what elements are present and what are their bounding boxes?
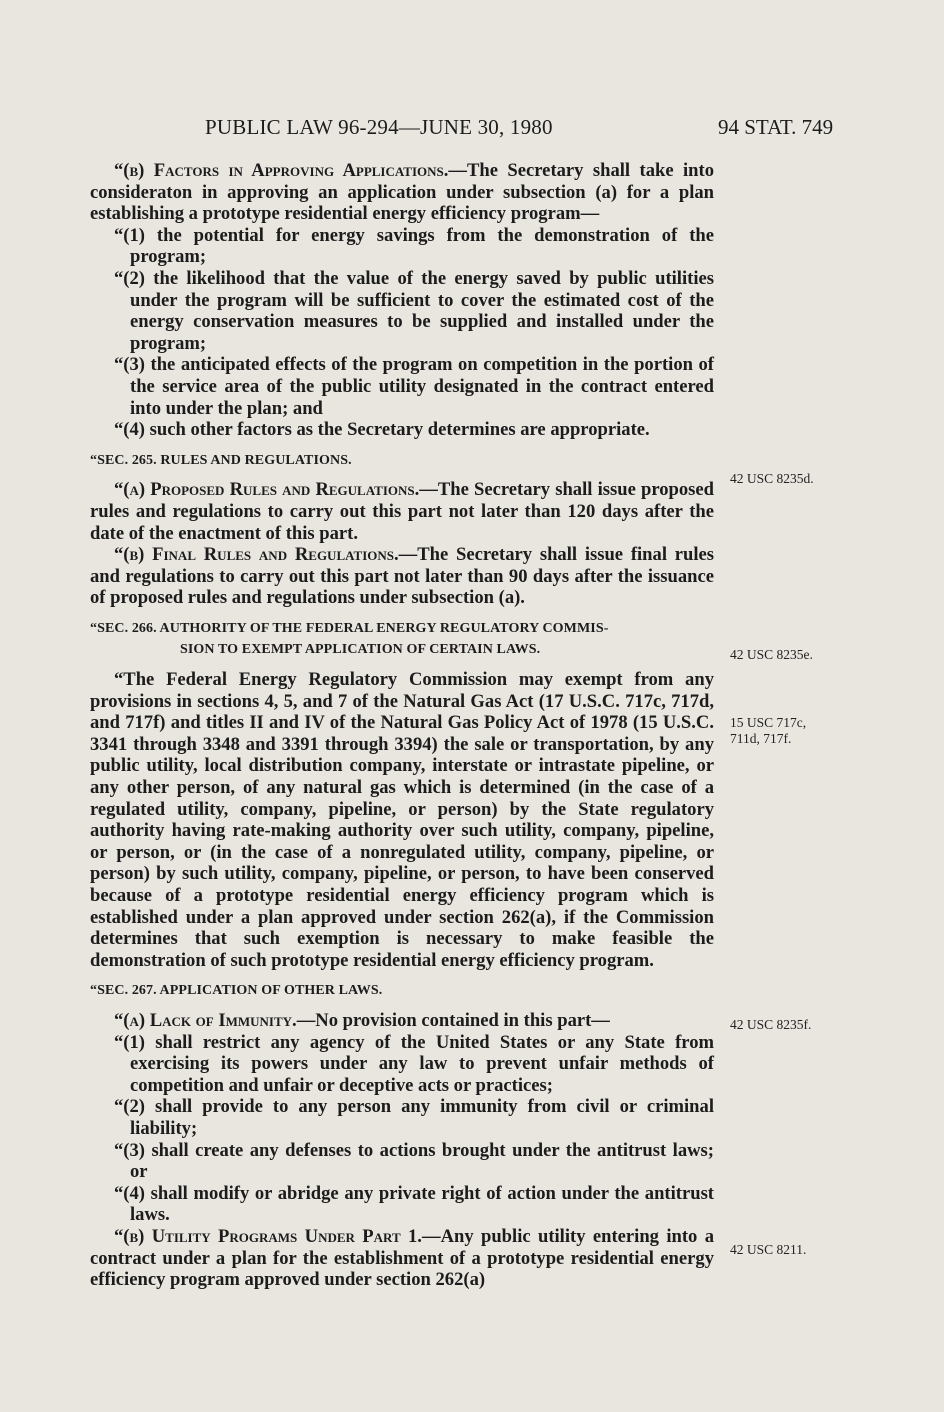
paragraph-b-factors [90, 160, 714, 225]
section-heading-line: “SEC. 266. AUTHORITY OF THE FEDERAL ENERGY REGULATORY COMMIS- [90, 620, 609, 636]
paragraph-text: —The Secretary shall issue proposed rules and regulations to carry out this part not later than 120 days after the date of the enactment of this part. [90, 479, 715, 544]
list-item-a1: “(1) shall restrict any agency of the United States or any State from exercising its powers under any law to prevent unfair methods of competition and unfair or deceptive acts or practices; [114, 1031, 714, 1096]
paragraph-heading: “(b) Utility Programs Under Part 1. [114, 1225, 422, 1247]
margin-note-8235e: 42 USC 8235e. [730, 647, 813, 662]
paragraph-265a [90, 479, 714, 544]
paragraph-heading: “(b) Factors in Approving Applications. [114, 160, 449, 181]
paragraph-text: —The Secretary shall issue final rules and regulations to carry out this part not later than 90 days after the issuance of proposed rules and regulations under subsection (a). [90, 544, 714, 609]
margin-note-8235f: 42 USC 8235f. [730, 1017, 812, 1032]
margin-note-8235d: 42 USC 8235d. [730, 471, 814, 486]
section-heading-267: “SEC. 267. APPLICATION OF OTHER LAWS. [90, 983, 383, 999]
section-heading-line: SION TO EXEMPT APPLICATION OF CERTAIN LAWS. [180, 642, 541, 658]
list-item-b3: “(3) the anticipated effects of the program on competition in the portion of the service area of the public utility designated in the contract entered into under the plan; and [114, 354, 714, 419]
section-heading-266 [90, 618, 714, 661]
paragraph-text: —The Secretary shall take into consideraton in approving an application under subsection (a) for a plan establishing a prototype residential energy efficiency program— [90, 160, 714, 225]
list-item-b2: “(2) the likelihood that the value of the energy saved by public utilities under the program will be sufficient to cover the estimated cost of the energy conservation measures to be supplied and installed under the program; [114, 267, 714, 354]
paragraph-267b [90, 1226, 714, 1291]
list-item-a2: “(2) shall provide to any person any immunity from civil or criminal liability; [114, 1096, 714, 1139]
list-item-b1: “(1) the potential for energy savings from the demonstration of the program; [114, 224, 714, 268]
list-item-a4: “(4) shall modify or abridge any private right of action under the antitrust laws. [114, 1182, 714, 1226]
paragraph-265b [90, 544, 714, 609]
margin-note-line: 711d, 717f. [730, 731, 792, 746]
paragraph-heading: “(b) Final Rules and Regulations. [114, 544, 399, 566]
page-header-stat: 94 STAT. 749 [718, 115, 834, 139]
section-heading-265: “SEC. 265. RULES AND REGULATIONS. [90, 452, 352, 468]
paragraph-heading: “(a) Lack of Immunity. [114, 1009, 297, 1031]
margin-note-line: 15 USC 717c, [730, 715, 807, 730]
paragraph-heading: “(a) Proposed Rules and Regulations. [114, 479, 420, 501]
margin-note-717c [730, 715, 806, 747]
paragraph-text: —No provision contained in this part— [296, 1009, 610, 1031]
page-header-title: PUBLIC LAW 96-294—JUNE 30, 1980 [205, 115, 553, 139]
list-item-a3: “(3) shall create any defenses to actions brought under the antitrust laws; or [114, 1139, 714, 1183]
margin-note-8211: 42 USC 8211. [730, 1242, 807, 1257]
paragraph-267a [90, 1010, 714, 1032]
paragraph-266: “The Federal Energy Regulatory Commission may exempt from any provisions in sections 4, 5, and 7 of the Natural Gas Act (17 U.S.C. 717c, 717d, and 717f) and titles II and IV of the Natural Gas Policy Act of 1978 (15 U.S.C. 3341 through 3348 and 3391 through 3394) the sale or transportation, by any public utility, local distribution company, interstate or intrastate pipeline, or any other person, of any natural gas which is determined (in the case of a regulated utility, company, pipeline, or person) by the State regulatory authority having rate-making authority over such utility, company, pipeline, or person, or (in the case of a nonregulated utility, company, pipeline, or person) by such utility, company, pipeline, or person, to have been conserved because of a prototype residential energy efficiency program which is established under a plan approved under section 262(a), if the Commission determines that such exemption is necessary to make feasible the demonstration of such prototype residential energy efficiency program. [90, 669, 714, 971]
list-item-b4: “(4) such other factors as the Secretary determines are appropriate. [114, 419, 650, 441]
document-body [90, 160, 714, 1291]
paragraph-text: —Any public utility entering into a contract under a plan for the establishment of a prototype residential energy efficiency program approved under section 262(a) [90, 1225, 715, 1291]
